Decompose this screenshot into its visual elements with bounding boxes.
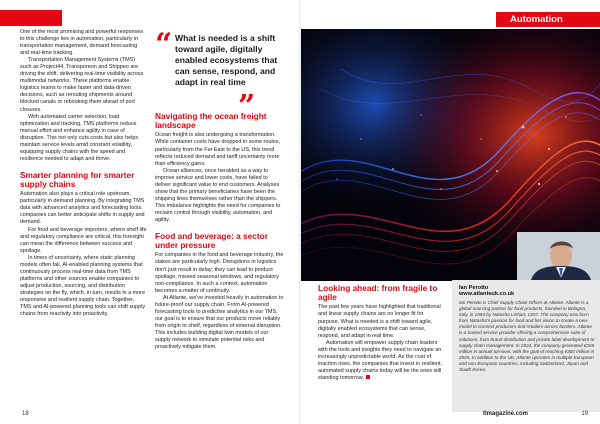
header-accent-bar [0,10,62,26]
page-number-left: 18 [22,411,29,417]
paragraph-closing [318,340,446,382]
paragraph: Automation also plays a critical role upstream, particularly in demand planning. By integrating TMS data with advanced analytics and forecasting tools, companies can better anticipate shifts in supply and demand. [20,191,145,226]
author-portrait [517,232,600,280]
author-name-text: Ian Perotto [459,285,489,291]
paragraph: Ocean alliances, once heralded as a way to improve service and lower costs, have failed to deliver significant value to end customers. Analyses show that the primary beneficiaries have been the shipping lines themselves rather than the shippers. This imbalance highlights the need for companies to reclaim control through visibility, automation, and agility. [155,167,281,223]
paragraph: For food and beverage importers, where shelf life and regulatory compliance are critical, this foresight can mean the difference between success and spoilage. [20,226,147,254]
author-name [459,285,514,297]
open-quote-icon: “ [155,27,173,62]
subheading: Food and beverage: a sector under pressure [155,231,268,251]
footer-website: tlmagazine.com [483,411,529,417]
end-mark-icon [366,375,370,379]
pull-quote-text: What is needed is a shift toward agile, digitally enabled ecosystems that can sense, respond, and adapt in real time [175,33,278,87]
article-column-2 [155,112,285,351]
article-column-3 [318,284,446,382]
page-gutter [299,0,301,424]
paragraph: The past few years have highlighted that traditional and linear supply chains are no longer fit for purpose. What is needed is a shift toward agile, digitally enabled ecosystems that can sense, respond, and adapt in real time. [318,304,441,339]
subheading: Navigating the ocean freight landscape [155,111,267,131]
author-site: www.atlanteuk.co.uk [459,291,515,297]
paragraph: At Atlante, we've invested heavily in automation to future-proof our supply chain. From AI-powered forecasting tools to predictive analytics in our TMS, our goal is to ensure that our products move reliably from origin to shelf, regardless of external disruption. This includes building digital twin models of our supply network to simulate potential risks and proactively mitigate them. [155,294,284,351]
paragraph: For companies in the food and beverage industry, the stakes are particularly high. Disruptions in logistics don't just result in delay; they can lead to product spoilage, missed seasonal windows, and regulatory non-compliance. In such a context, automation becomes a matter of continuity. [155,252,284,294]
paragraph-text: Automation will empower supply chain leaders with the tools and insights they need to navigate an increasingly unpredictable world. As the cost of inaction rises, the companies that invest in resilient, automated supply chains today will be the ones still standing tomorrow. [318,339,442,381]
page-number-right: 19 [581,411,588,417]
subheading: Looking ahead: from fragile to agile [318,283,438,303]
author-bio-text: Ian Perotto is Chief Supply Chain Officer at Atlante. Atlante is a global sourcing partner for food products, founded in Bologna, Italy, in 1994 by Natasha Linhart, CEO. The company was born from Natasha's passion for food and her vision to create a new model to connect producers and retailers across borders. Atlante is a trusted service provider offering a comprehensive suite of solutions, from brand distribution and private label development to supply chain management. In 2024, the company generated €265 million in annual turnover, with the goal of reaching €300 million in 2025. In addition to the UK, Atlante operates in multiple European and non-European countries, including Switzerland, Japan and South Korea. [459,300,595,373]
article-column-1 [20,29,147,318]
paragraph: One of the most promising and powerful responses to this challenge lies in automation, particularly in transportation management, demand forecasting and real-time tracking. [20,29,144,57]
paragraph: With automated carrier selection, load optimization and tracking, TMS platforms reduce manual effort and enhance agility in case of disruption. This not only cuts costs but also helps maintain service levels amid constant volatility, equipping supply chains with the speed and resilience needed to adapt and thrive. [20,113,139,162]
subheading: Smarter planning for smarter supply chains [20,169,135,190]
paragraph: Ocean freight is also undergoing a transformation. While container costs have dropped in some routes, particularly from the Far East to the US, this trend reflects reduced demand and tariff uncertainty more than efficiency gains. [155,132,281,167]
section-label: Automation [496,12,600,27]
paragraph: Transportation Management Systems (TMS) such as Project44, Transporeon and Shippeo are driving the shift, delivering real-time visibility across multimodal networks. These platforms enable logistics teams to make faster and data-driven decisions, such as rerouting shipments around blocked canals or rebooking them ahead of port closures. [20,57,144,113]
close-quote-icon: ” [238,89,256,124]
paragraph: In times of uncertainty, where static planning models often fail, AI-enabled planning systems that continuously process real-time data from TMS platforms and other sources enable companies to adjust production, sourcing, and distribution strategies on the fly, which, in turn, results in a more responsive and resilient supply chain. Together, TMS and AI-powered planning tools can shift supply chains from reactivity into proactivity. [20,254,146,318]
author-bio-box [452,280,600,412]
